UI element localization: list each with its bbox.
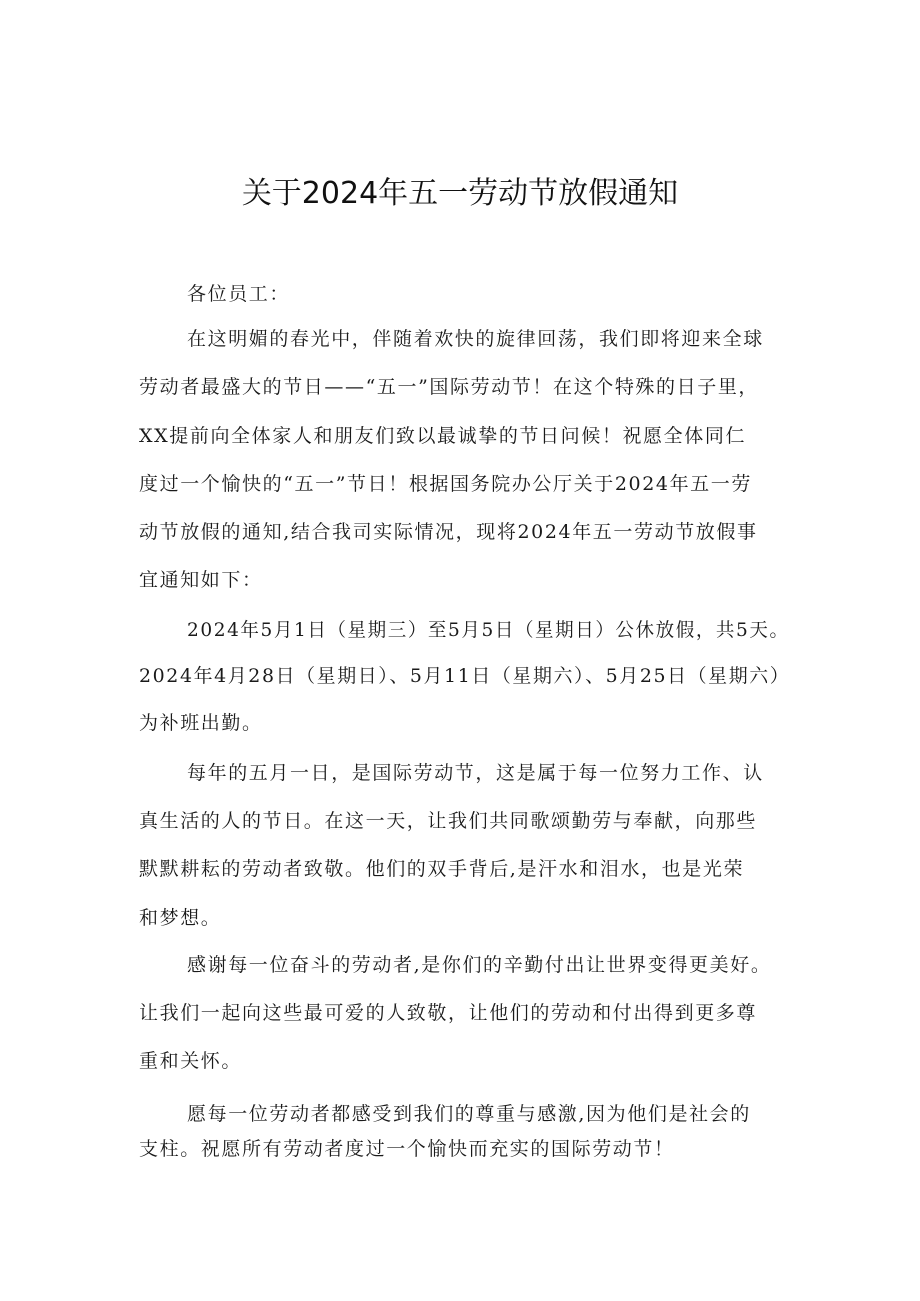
paragraph-line: 感谢每一位奋斗的劳动者,是你们的辛勤付出让世界变得更美好。 (187, 954, 772, 976)
paragraph-line: 动节放假的通知,结合我司实际情况，现将2024年五一劳动节放假事 (139, 521, 758, 543)
paragraph-line: 宜通知如下： (139, 569, 263, 591)
paragraph-line: 2024年5月1日（星期三）至5月5日（星期日）公休放假，共5天。 (187, 619, 790, 641)
document-title: 关于2024年五一劳动节放假通知 (241, 176, 679, 211)
paragraph-line: 劳动者最盛大的节日——“五一”国际劳动节！在这个特殊的日子里， (139, 376, 760, 398)
paragraph-line: 和梦想。 (139, 907, 222, 929)
paragraph-line: 真生活的人的节日。在这一天，让我们共同歌颂勤劳与奉献，向那些 (139, 810, 758, 832)
paragraph-line: 为补班出勤。 (139, 712, 263, 734)
paragraph-line: 2024年4月28日（星期日）、5月11日（星期六）、5月25日（星期六） (139, 665, 791, 687)
paragraph-line: 默默耕耘的劳动者致敬。他们的双手背后,是汗水和泪水，也是光荣 (139, 858, 745, 880)
paragraph-line: 在这明媚的春光中，伴随着欢快的旋律回荡，我们即将迎来全球 (187, 328, 764, 350)
paragraph-line: XX提前向全体家人和朋友们致以最诚挚的节日问候！祝愿全体同仁 (139, 425, 747, 447)
paragraph-line: 愿每一位劳动者都感受到我们的尊重与感激,因为他们是社会的 (187, 1103, 751, 1125)
paragraph-line: 度过一个愉快的“五一”节日！根据国务院办公厅关于2024年五一劳 (139, 473, 752, 495)
paragraph-line: 每年的五月一日，是国际劳动节，这是属于每一位努力工作、认 (187, 762, 764, 784)
paragraph-line: 重和关怀。 (139, 1050, 243, 1072)
salutation: 各位员工： (187, 283, 291, 305)
paragraph-line: 支柱。祝愿所有劳动者度过一个愉快而充实的国际劳动节！ (139, 1138, 675, 1160)
paragraph-line: 让我们一起向这些最可爱的人致敬，让他们的劳动和付出得到更多尊 (139, 1002, 758, 1024)
